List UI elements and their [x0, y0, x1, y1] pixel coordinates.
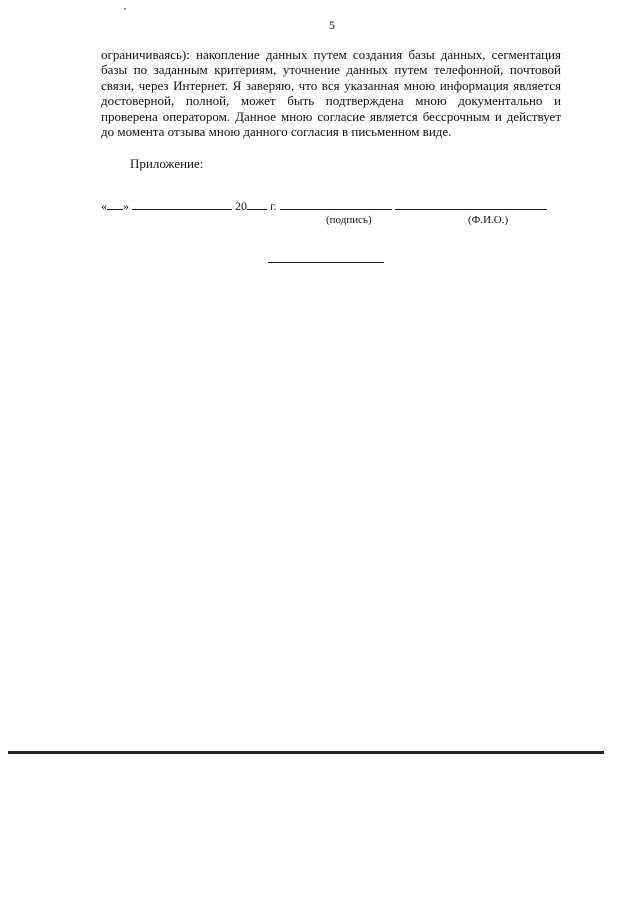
name-blank	[395, 198, 547, 210]
scan-dot	[124, 8, 126, 10]
signature-caption: (подпись)	[326, 214, 372, 226]
consent-text	[101, 47, 561, 139]
year-prefix: 20	[235, 199, 247, 213]
consent-paragraph: ограничиваясь): накопление данных путем создания базы данных, сегментация базы по заданным критериям, уточнение данных путем телефонной, почтовой связи, через Интернет. Я заверяю, что вся указанная мною информация является достоверной, полной, может быть подтверждена мною документально и проверена оператором. Данное мною согласие является бессрочным и действует до момента отзыва мною данного согласия в письменном виде.	[101, 47, 561, 140]
year-suffix: г.	[270, 199, 277, 213]
year-blank	[247, 198, 267, 210]
appendix-label: Приложение:	[130, 156, 204, 171]
signature-line	[101, 198, 547, 214]
scan-edge-line	[8, 751, 604, 754]
page-number: 5	[329, 18, 335, 32]
separator-line	[268, 262, 384, 263]
month-blank	[132, 198, 232, 210]
name-caption: (Ф.И.О.)	[468, 214, 509, 226]
quote-close: »	[123, 199, 129, 213]
signature-blank	[280, 198, 392, 210]
day-blank	[107, 198, 123, 210]
quote-open: «	[101, 199, 107, 213]
